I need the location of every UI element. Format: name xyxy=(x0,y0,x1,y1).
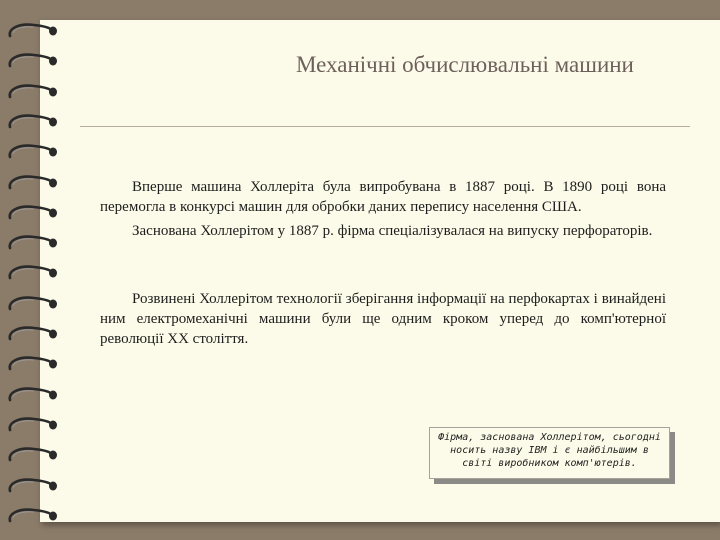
spiral-binding-ring-icon xyxy=(4,474,58,496)
spiral-binding-ring-icon xyxy=(4,383,58,405)
note-box-ibm: Фірма, заснована Холлерітом, сьогодні носить назву IBM і є найбільшим в світі виробником комп'ютерів. xyxy=(429,427,670,479)
paragraph-first-test: Вперше машина Холлеріта була випробувана в 1887 році. В 1890 році вона перемогла в конкурсі машин для обробки даних перепису населення США. xyxy=(100,179,666,215)
spiral-binding-ring-icon xyxy=(4,19,58,41)
spiral-binding-ring-icon xyxy=(4,201,58,223)
spiral-binding-ring-icon xyxy=(4,49,58,71)
spiral-binding-ring-icon xyxy=(4,352,58,374)
spiral-binding-ring-icon xyxy=(4,292,58,314)
title-divider xyxy=(80,126,690,127)
paragraph-company-founded: Заснована Холлерітом у 1887 р. фірма спеціалізувалася на випуску перфораторів. xyxy=(132,223,653,239)
spiral-binding-ring-icon xyxy=(4,80,58,102)
spiral-binding-ring-icon xyxy=(4,504,58,526)
spiral-binding-ring-icon xyxy=(4,443,58,465)
paragraph-technology-legacy: Розвинені Холлерітом технології зберігання інформації на перфокартах і винайдені ним електромеханічні машини були ще одним кроком уперед до комп'ютерної революції XX століття. xyxy=(100,291,666,347)
spiral-binding-ring-icon xyxy=(4,110,58,132)
spiral-binding-ring-icon xyxy=(4,171,58,193)
spiral-binding-ring-icon xyxy=(4,261,58,283)
spiral-binding-ring-icon xyxy=(4,413,58,435)
spiral-binding-ring-icon xyxy=(4,322,58,344)
slide-title: Механічні обчислювальні машини xyxy=(296,52,634,77)
spiral-binding-ring-icon xyxy=(4,140,58,162)
spiral-binding-ring-icon xyxy=(4,231,58,253)
